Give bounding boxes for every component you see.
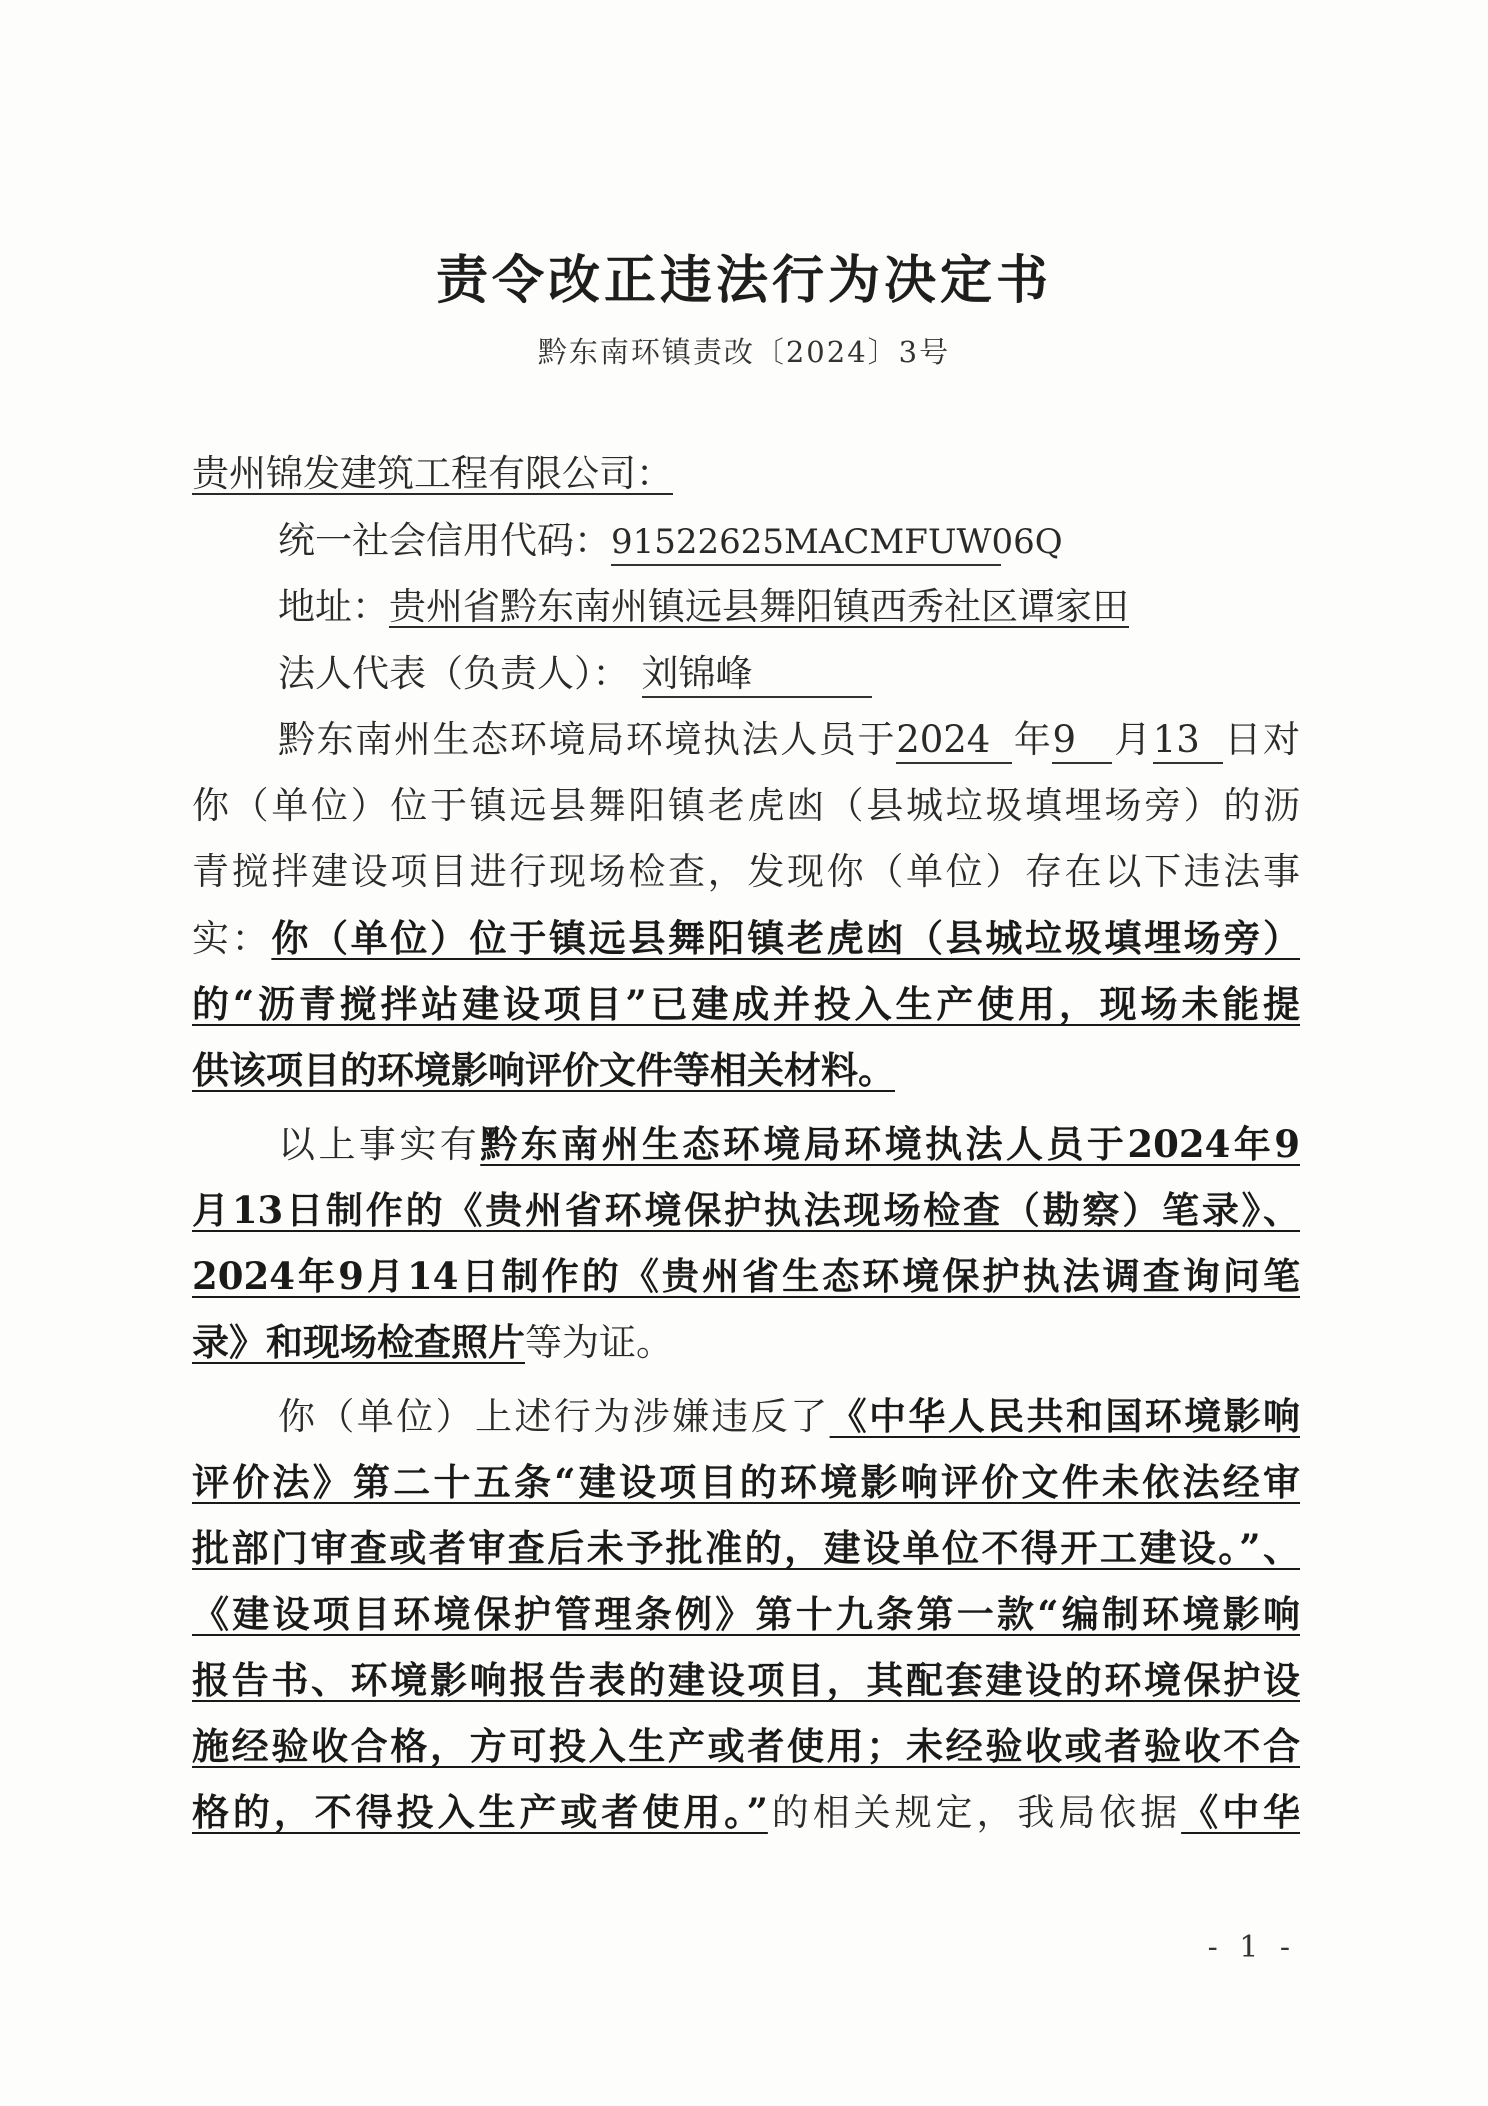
para3-line3: 批部门审查或者审查后未予批准的，建设单位不得开工建设。”、	[192, 1526, 1300, 1570]
legal-rep-row	[278, 650, 1386, 698]
credit-code-label: 统一社会信用代码：	[278, 519, 611, 562]
address-label: 地址：	[278, 585, 389, 628]
para2-line3: 2024年9月14日制作的《贵州省生态环境保护执法调查询问笔	[192, 1254, 1300, 1298]
para1-line5: 的“沥青搅拌站建设项目”已建成并投入生产使用，现场未能提	[192, 982, 1300, 1026]
para1-line4: 实：你（单位）位于镇远县舞阳镇老虎凼（县城垃圾填埋场旁）	[192, 916, 1301, 960]
para3-line2: 评价法》第二十五条“建设项目的环境影响评价文件未依法经审	[192, 1460, 1300, 1504]
para3-line7: 格的，不得投入生产或者使用。”的相关规定，我局依据《中华	[192, 1790, 1301, 1834]
document-number: 黔东南环镇责改〔2024〕3号	[537, 335, 951, 369]
document-title: 责令改正违法行为决定书	[435, 250, 1052, 311]
inspection-year: 2024	[896, 718, 1012, 764]
recipient: 贵州锦发建筑工程有限公司：	[192, 452, 673, 495]
legal-rep-value: 刘锦峰	[642, 652, 872, 698]
para1-line3: 青搅拌建设项目进行现场检查，发现你（单位）存在以下违法事	[192, 850, 1300, 893]
para1-line2: 你（单位）位于镇远县舞阳镇老虎凼（县城垃圾填埋场旁）的沥	[192, 784, 1300, 827]
inspection-day: 13	[1153, 718, 1223, 764]
legal-rep-label: 法人代表（负责人）：	[278, 652, 630, 695]
para3-line1: 你（单位）上述行为涉嫌违反了《中华人民共和国环境影响	[278, 1394, 1301, 1438]
address-value: 贵州省黔东南州镇远县舞阳镇西秀社区谭家田	[389, 585, 1129, 628]
credit-code-value: 91522625MACMFUW06Q	[611, 520, 1001, 566]
para1-line6: 供该项目的环境影响评价文件等相关材料。	[192, 1048, 895, 1092]
para3-line4: 《建设项目环境保护管理条例》第十九条第一款“编制环境影响	[192, 1592, 1300, 1636]
address-row	[278, 583, 1386, 631]
page-number: - 1 -	[1207, 1930, 1296, 1965]
para2-line2: 月13日制作的《贵州省环境保护执法现场检查（勘察）笔录》、	[192, 1188, 1300, 1232]
para2-line4: 录》和现场检查照片等为证。	[192, 1320, 673, 1364]
para3-line6: 施经验收合格，方可投入生产或者使用；未经验收或者验收不合	[192, 1724, 1300, 1768]
credit-code-row	[278, 517, 1386, 565]
inspection-month: 9	[1052, 718, 1112, 764]
para3-line5: 报告书、环境影响报告表的建设项目，其配套建设的环境保护设	[192, 1658, 1300, 1702]
para1-line1: 黔东南州生态环境局环境执法人员于2024 年9 月13 日对	[278, 716, 1300, 764]
para2-line1: 以上事实有黔东南州生态环境局环境执法人员于2024年9	[278, 1122, 1300, 1166]
